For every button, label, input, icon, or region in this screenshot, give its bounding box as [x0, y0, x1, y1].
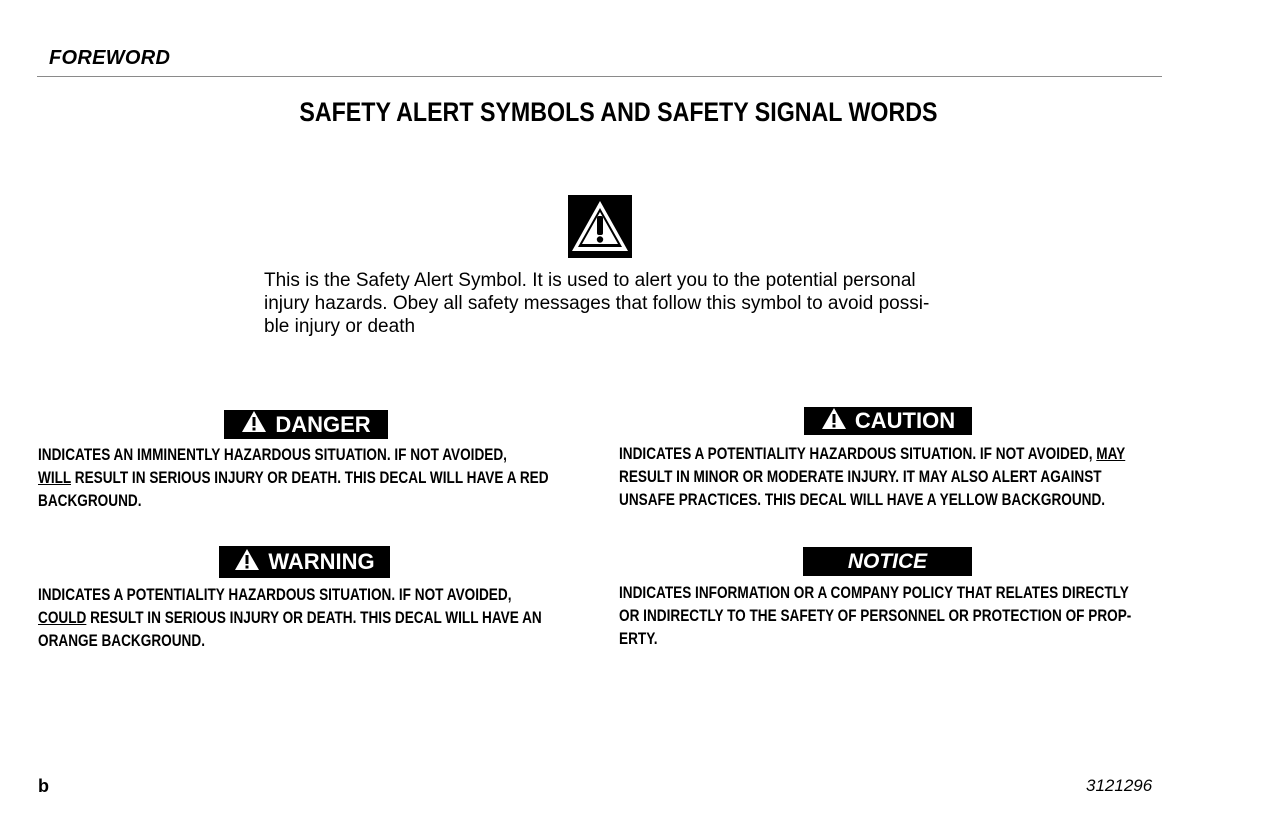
- caution-description: [619, 442, 1252, 511]
- intro-line: injury hazards. Obey all safety messages that follow this symbol to avoid possi-: [264, 293, 930, 314]
- intro-line: ble injury or death: [264, 316, 416, 337]
- caution-label: CAUTION: [854, 408, 956, 433]
- safety-alert-symbol-icon: [568, 195, 632, 258]
- intro-line: This is the Safety Alert Symbol. It is used to alert you to the potential personal: [264, 270, 916, 291]
- header-divider: [37, 76, 1162, 77]
- notice-line: ERTY.: [619, 629, 658, 648]
- notice-line: INDICATES INFORMATION OR A COMPANY POLICY THAT RELATES DIRECTLY: [619, 583, 1129, 602]
- page-title: SAFETY ALERT SYMBOLS AND SAFETY SIGNAL WORDS: [299, 97, 938, 127]
- warning-line: INDICATES A POTENTIALITY HAZARDOUS SITUATION. IF NOT AVOIDED,: [38, 585, 512, 604]
- warning-line-rest: RESULT IN SERIOUS INJURY OR DEATH. THIS DECAL WILL HAVE AN: [86, 608, 542, 627]
- notice-label: NOTICE: [847, 549, 928, 573]
- notice-badge: [803, 547, 972, 576]
- danger-line: INDICATES AN IMMINENTLY HAZARDOUS SITUATION. IF NOT AVOIDED,: [38, 445, 507, 464]
- caution-line: UNSAFE PRACTICES. THIS DECAL WILL HAVE A YELLOW BACKGROUND.: [619, 490, 1106, 509]
- warning-line: ORANGE BACKGROUND.: [38, 631, 205, 650]
- caution-line-start: INDICATES A POTENTIALITY HAZARDOUS SITUATION. IF NOT AVOIDED,: [619, 444, 1097, 463]
- caution-line: RESULT IN MINOR OR MODERATE INJURY. IT MAY ALSO ALERT AGAINST: [619, 467, 1102, 486]
- caution-line: [619, 442, 1125, 465]
- section-header: FOREWORD: [49, 47, 171, 69]
- caution-badge: [804, 407, 972, 435]
- danger-badge: [224, 410, 388, 439]
- warning-triangle-icon: [821, 407, 847, 436]
- page-number: b: [38, 776, 49, 796]
- caution-emphasis: MAY: [1096, 444, 1126, 463]
- notice-description: [619, 581, 1259, 650]
- danger-description: [38, 443, 676, 512]
- danger-line-rest: RESULT IN SERIOUS INJURY OR DEATH. THIS DECAL WILL HAVE A RED: [70, 468, 549, 487]
- danger-label: DANGER: [275, 411, 371, 437]
- danger-line: [38, 466, 549, 489]
- warning-emphasis: COULD: [38, 608, 87, 627]
- warning-triangle-icon: [234, 548, 260, 577]
- warning-triangle-icon: [241, 410, 267, 439]
- warning-badge: [219, 546, 390, 578]
- document-number: 3121296: [1086, 776, 1153, 795]
- danger-emphasis: WILL: [38, 468, 71, 487]
- notice-line: OR INDIRECTLY TO THE SAFETY OF PERSONNEL OR PROTECTION OF PROP-: [619, 606, 1132, 625]
- safety-alert-description: [264, 269, 954, 338]
- warning-description: [38, 583, 668, 652]
- danger-line: BACKGROUND.: [38, 491, 142, 510]
- warning-line: [38, 606, 542, 629]
- warning-label: WARNING: [268, 549, 375, 574]
